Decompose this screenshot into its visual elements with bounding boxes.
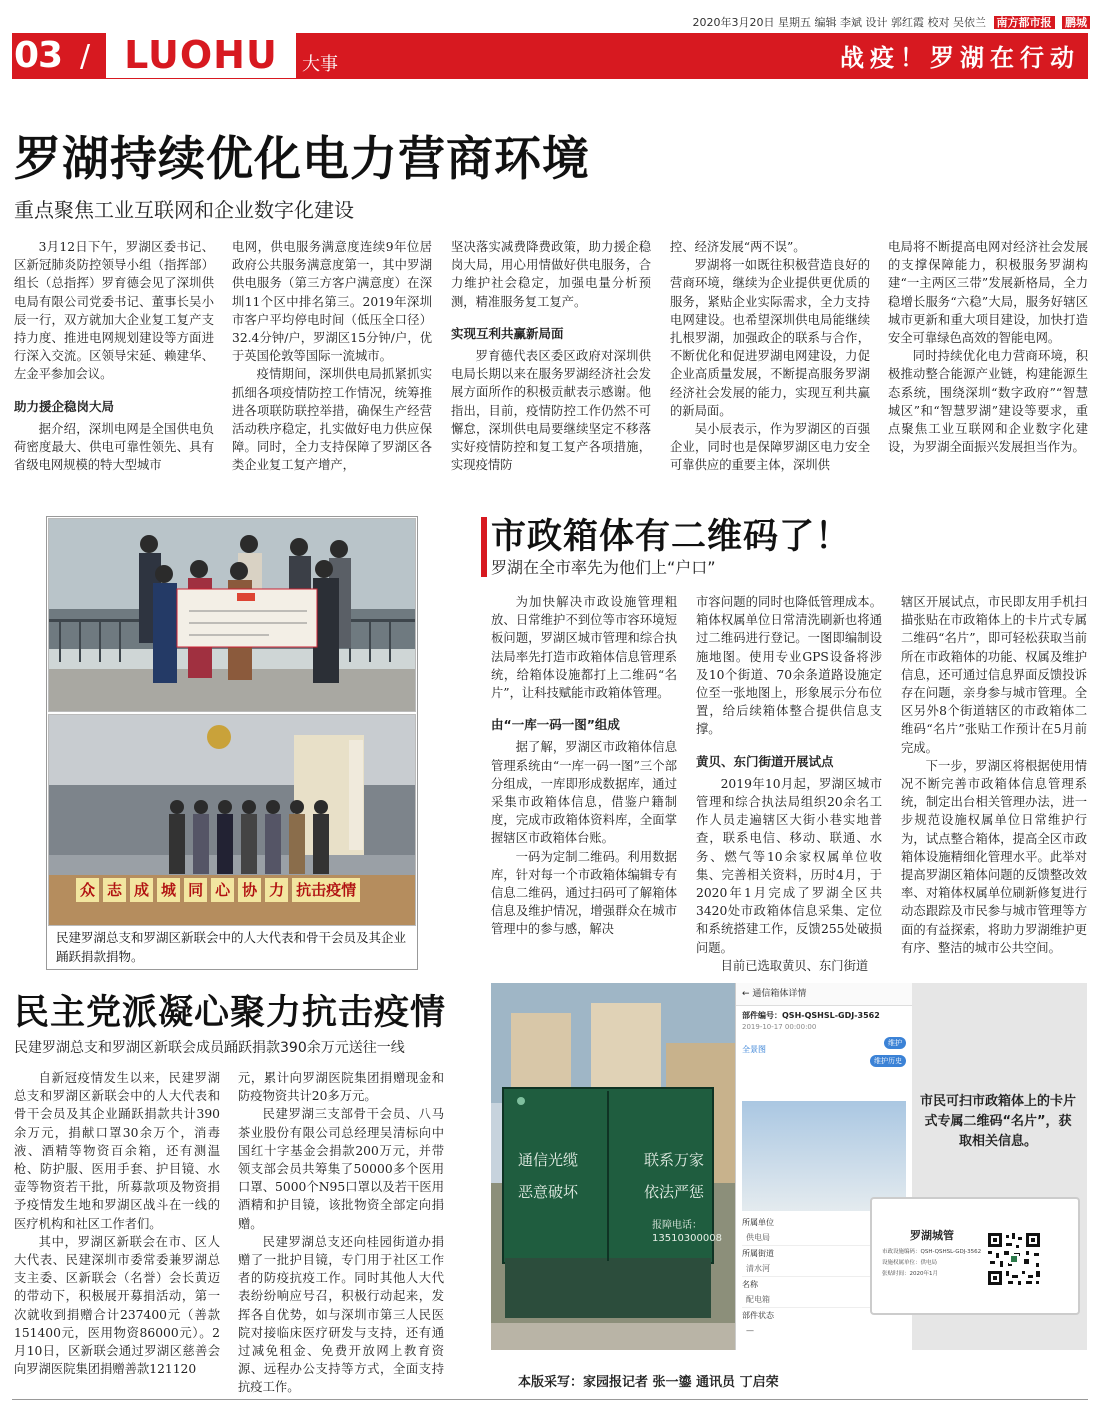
cabinet-text-line: 恶意破坏 bbox=[518, 1183, 579, 1201]
article3-subtitle: 罗湖在全市率先为他们上“户口” bbox=[491, 558, 716, 577]
field-label: 所属街道 bbox=[742, 1249, 774, 1258]
paragraph: 吴小辰表示，作为罗湖区的百强企业，同时也是保障罗湖区电力安全可靠供应的重要主体，深圳供 bbox=[670, 422, 870, 473]
section-subheading: 助力援企稳岗大局 bbox=[14, 398, 115, 414]
article2-subtitle: 民建罗湖总支和罗湖区新联会成员踊跃捐款390余万元送往一线 bbox=[14, 1040, 405, 1056]
section-subheading: 黄贝、东门街道开展试点 bbox=[696, 753, 834, 769]
card-line: 设施权属单位：供电局 bbox=[882, 1260, 938, 1266]
hotline-label: 报障电话： bbox=[652, 1220, 702, 1231]
article1-col4 bbox=[670, 238, 870, 475]
section-number: 03 bbox=[14, 35, 63, 76]
donation-photo-1 bbox=[48, 518, 416, 712]
cabinet-text-right bbox=[644, 1144, 704, 1208]
section-category: 大事 bbox=[302, 54, 338, 75]
qr-card bbox=[870, 1197, 1080, 1315]
article1-title: 罗湖持续优化电力营商环境 bbox=[14, 132, 590, 187]
paragraph: 罗湖将一如既往积极营造良好的营商环境，继续为企业提供更优质的服务，紧贴企业实际需求，全力支持电网建设。也希望深圳供电局能继续扎根罗湖，加强政企的联系与合作，不断优化和促进罗湖电网建设，力促企业高质量发展，不断提高服务罗湖经济社会发展的能力，实现互利共赢的新局面。 bbox=[670, 258, 870, 418]
banner-char: 城 bbox=[157, 878, 180, 902]
section-name: LUOHU bbox=[106, 32, 296, 78]
article3-col1 bbox=[491, 593, 677, 939]
card-line: 市政设施编码：QSH-QSHSL-GDJ-3562 bbox=[882, 1249, 982, 1255]
banner-char: 心 bbox=[211, 878, 234, 902]
byline: 本版采写：家园报记者 张一鎏 通讯员 丁启荣 bbox=[518, 1375, 779, 1390]
banner-char: 协 bbox=[238, 878, 261, 902]
section-slash: / bbox=[80, 39, 91, 74]
card-lines bbox=[882, 1247, 981, 1280]
paragraph: 控、经济发展“两不误”。 bbox=[670, 240, 806, 254]
field-value: 配电箱 bbox=[742, 1292, 906, 1308]
banner-char: 抗击疫情 bbox=[292, 878, 360, 902]
article1-col5 bbox=[888, 238, 1088, 456]
qr-code-icon bbox=[986, 1231, 1042, 1287]
donation-banner bbox=[76, 878, 398, 902]
phone-tab-row bbox=[742, 1037, 906, 1101]
cabinet-text-left bbox=[518, 1144, 578, 1208]
code-value: QSH-QSHSL-GDJ-3562 bbox=[782, 1011, 880, 1020]
banner-char: 志 bbox=[103, 878, 126, 902]
phone-tab[interactable]: 全景图 bbox=[742, 1045, 766, 1054]
maintain-history-button[interactable]: 维护历史 bbox=[870, 1055, 906, 1067]
paragraph: 坚决落实减费降费政策，助力援企稳岗大局，用心用情做好供电服务，合力维护社会稳定，加强电量分析预测，精准服务复工复产。 bbox=[451, 240, 651, 309]
field-label: 所属单位 bbox=[742, 1218, 774, 1227]
footer-rule bbox=[12, 1399, 1088, 1400]
card-logo: 罗湖城管 bbox=[910, 1229, 954, 1242]
paragraph: 为加快解决市政设施管理粗放、日常维护不到位等市容环境短板问题，罗湖区城市管理和综合执法局率先打造市政箱体信息管理系统，给箱体设施都打上二维码“名片”，让科技赋能市政箱体管理。 bbox=[491, 595, 677, 701]
code-label: 部件编号： bbox=[742, 1011, 782, 1020]
card-line: 张贴时间：2020年1月 bbox=[882, 1271, 938, 1277]
paragraph: 2019年10月起，罗湖区城市管理和综合执法局组织20余名工作人员走遍辖区大街小巷实地普查，联系电信、移动、联通、水务、燃气等10余家权属单位收集、完善相关资料，历时4月，于2020年1月完成了罗湖全区共3420处市政箱体信息采集、定位和系统搭建工作，反馈255处破损问题。 bbox=[696, 776, 882, 955]
section-subheading: 实现互利共赢新局面 bbox=[451, 325, 564, 341]
paragraph: 下一步，罗湖区将根据使用情况不断完善市政箱体信息管理系统，制定出台相关管理办法，进一步规范设施权属单位日常维护行为，试点整合箱体，提高全区市政箱体设施精细化管理水平。此举对提高罗湖区箱体问题的反馈整改效率、对箱体权属单位刷新修复进行动态跟踪及市民参与城市管理等方面的有益探索，将助力罗湖维护更有序、整洁的城市公共空间。 bbox=[901, 758, 1087, 955]
paragraph: 元，累计向罗湖医院集团捐赠现金和防疫物资共计20多万元。 bbox=[238, 1071, 444, 1104]
article1-col3 bbox=[451, 238, 651, 474]
paragraph: 其中，罗湖区新联会在市、区人大代表、民建深圳市委常委兼罗湖总支主委、区新联会（名誉）会长黄迈的带动下，积极展开募捐活动，第一次就收到捐赠合计237400元（善款151400元，医用物资86000元）。2月10日，区新联会通过罗湖区慈善会向罗湖医院集团捐赠善款121120 bbox=[14, 1234, 220, 1377]
section-slogan: 战疫！罗湖在行动 bbox=[840, 44, 1080, 72]
paragraph: 电网，供电服务满意度连续9年位居政府公共服务满意度第一，其中罗湖供电服务（第三方客户满意度）在深圳11个区中排名第三。2019年深圳市客户平均停电时间（低压全口径）32.4分钟/户，罗湖区15分钟/户，优于英国伦敦等国际一流城市。 bbox=[232, 240, 432, 364]
banner-char: 同 bbox=[184, 878, 207, 902]
paragraph: 民建罗湖总支还向桂园街道办捐赠了一批护目镜，专门用于社区工作者的防疫抗疫工作。同时其他人大代表纷纷响应号召，积极行动起来，发挥各自优势，如与深圳市第三人民医院对接临床医疗研发与支持，还有通过减免租金、免费开放网上教育资源、远程办公支持等方式，全面支持抗疫工作。 bbox=[238, 1234, 444, 1395]
article1-col1 bbox=[14, 238, 214, 474]
article2-col2 bbox=[238, 1069, 444, 1397]
field-value: 供电局 bbox=[742, 1230, 906, 1246]
cabinet-caption: 市民可扫市政箱体上的卡片式专属二维码“名片”，获取相关信息。 bbox=[919, 1094, 1076, 1149]
article3-accent-bar bbox=[481, 517, 487, 577]
paragraph: 辖区开展试点，市民即友用手机扫描张贴在市政箱体上的卡片式专属二维码“名片”，即可轻松获取当前所在市政箱体的功能、权属及维护信息，还可通过信息界面反馈投诉存在问题，亲身参与城市管理。全区另外8个街道辖区的市政箱体二维码“名片”张贴工作预计在5月前完成。 bbox=[901, 595, 1087, 755]
paragraph: 据介绍，深圳电网是全国供电负荷密度最大、供电可靠性领先、具有省级电网规模的特大型城市 bbox=[14, 421, 214, 473]
phone-panorama bbox=[742, 1101, 906, 1211]
field-value: 清水河 bbox=[742, 1261, 906, 1277]
paragraph: 目前已选取黄贝、东门街道 bbox=[720, 958, 869, 973]
article1-subtitle: 重点聚焦工业互联网和企业数字化建设 bbox=[14, 198, 354, 222]
phone-time: 2019-10-17 00:00:00 bbox=[742, 1023, 817, 1031]
cabinet-text-line: 依法严惩 bbox=[644, 1183, 705, 1201]
date-line bbox=[600, 14, 1090, 30]
paragraph: 一码为定制二维码。利用数据库，针对每一个市政箱体编辑专有信息二维码，通过扫码可了解箱体信息及维护情况，增强群众在城市管理中的参与感，解决 bbox=[491, 849, 677, 937]
article3-col2 bbox=[696, 593, 882, 975]
back-icon: ← bbox=[742, 989, 750, 999]
section-subheading: 由“一库一码一图”组成 bbox=[491, 717, 620, 733]
article3-title: 市政箱体有二维码了！ bbox=[491, 517, 852, 557]
article2-title: 民主党派凝心聚力抗击疫情 bbox=[14, 993, 447, 1033]
article3-col3 bbox=[901, 593, 1087, 957]
article2-col1 bbox=[14, 1069, 220, 1378]
banner-char: 众 bbox=[76, 878, 99, 902]
paragraph: 据了解，罗湖区市政箱体信息管理系统由“一库一码一图”三个部分组成，一库即形成数据库，通过采集市政箱体信息，借鉴户籍制度，完成市政箱体资料库，全面掌握辖区市政箱体台账。 bbox=[491, 740, 677, 846]
maintain-button[interactable]: 维护 bbox=[884, 1037, 906, 1049]
paragraph: 电局将不断提高电网对经济社会发展的支撑保障能力，积极服务罗湖构建“一主两区三带”发展新格局，全力稳增长服务“六稳”大局，服务好辖区城市更新和重大项目建设，加快打造安全可靠绿色高效的智能电网。 bbox=[888, 240, 1088, 346]
paragraph: 民建罗湖三支部骨干会员、八马茶业股份有限公司总经理吴清标向中国红十字基金会捐款200万元，并带领支部会员共筹集了50000多个医用口罩、5000个N95口罩以及若干医用酒精和护目镜，该批物资全部定向捐赠。 bbox=[238, 1107, 444, 1231]
paragraph: 罗育德代表区委区政府对深圳供电局长期以来在服务罗湖经济社会发展方面所作的积极贡献表示感谢。他指出，目前，疫情防控工作仍然不可懈怠，深圳供电局要继续坚定不移落实好疫情防控和复工复产各项措施，实现疫情防 bbox=[451, 349, 651, 473]
field-label: 名称 bbox=[742, 1280, 758, 1289]
field-label: 部件状态 bbox=[742, 1311, 774, 1320]
article1-col2 bbox=[232, 238, 432, 475]
issue-info: 2020年3月20日 星期五 编辑 李斌 设计 郭红霞 校对 吴依兰 bbox=[692, 16, 986, 29]
phone-title-text: 通信箱体详情 bbox=[752, 989, 807, 999]
field-value: — bbox=[746, 1326, 754, 1335]
phone-code-row bbox=[736, 1006, 912, 1021]
paragraph: 市容问题的同时也降低管理成本。箱体权属单位日常清洗刷新也将通过二维码进行登记。一图即编制设施地图。使用专业GPS设备将涉及10个街道、70余条道路设施定位至一张地图上，形象展示分布位置，给后续箱体整合提供信息支撑。 bbox=[696, 595, 882, 737]
photo-caption: 民建罗湖总支和罗湖区新联会中的人大代表和骨干会员及其企业踊跃捐款捐物。 bbox=[56, 930, 407, 964]
banner-char: 成 bbox=[130, 878, 153, 902]
phone-title bbox=[736, 983, 912, 1006]
paragraph: 疫情期间，深圳供电局抓紧抓实抓细各项疫情防控工作情况，统筹推进各项联防联控举措，确保生产经营活动秩序稳定，扎实做好电力供应保障。同时，全力支持保障了罗湖区各类企业复工复产增产， bbox=[232, 367, 432, 473]
banner-char: 力 bbox=[265, 878, 288, 902]
brand-logo: 南方都市报 bbox=[994, 16, 1055, 29]
brand-sub-logo: 鹏城 bbox=[1062, 16, 1090, 29]
cabinet-hotline bbox=[652, 1219, 722, 1245]
cabinet-text-line: 通信光缆 bbox=[518, 1151, 579, 1169]
cabinet-text-line: 联系万家 bbox=[644, 1151, 705, 1169]
paragraph: 自新冠疫情发生以来，民建罗湖总支和罗湖区新联会中的人大代表和骨干会员及其企业踊跃捐款共计390余万元，捐献口罩30余万个，消毒液、酒精等物资百余箱，还有测温枪、防护服、医用手套、护目镜、水壶等物资若干批，所募款项及物资捐予疫情发生地和罗湖区战斗在一线的医疗机构和社区工作者们。 bbox=[14, 1071, 220, 1231]
paragraph: 3月12日下午，罗湖区委书记、区新冠肺炎防控领导小组（指挥部）组长（总指挥）罗育德会见了深圳供电局有限公司党委书记、董事长吴小辰一行，双方就加大企业复工复产支持力度、推进电网规划建设等方面进行深入交流。区领导宋延、赖建华、左金平参加会议。 bbox=[14, 240, 214, 382]
hotline-number: 13510300008 bbox=[652, 1233, 722, 1244]
paragraph: 同时持续优化电力营商环境，积极推动整合能源产业链，构建能源生态系统，围绕深圳“数字政府”“智慧城区”和“智慧罗湖”建设等要求，重点聚焦工业互联网和企业数字化建设，为罗湖全面振兴发展担当作为。 bbox=[888, 349, 1088, 455]
